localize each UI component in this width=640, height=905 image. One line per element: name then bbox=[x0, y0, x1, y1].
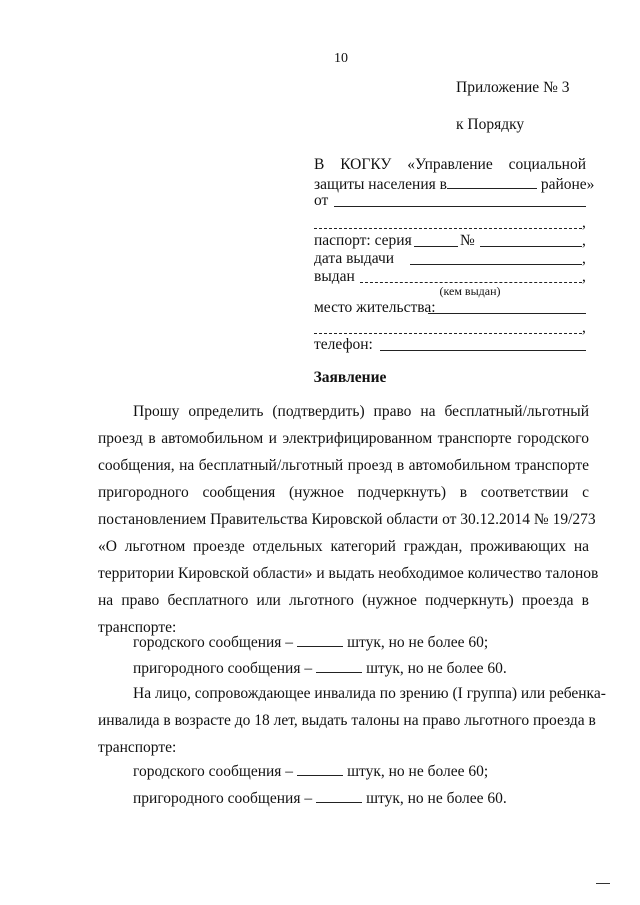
ticket-count-field[interactable] bbox=[297, 762, 343, 776]
addressee-line bbox=[314, 156, 586, 174]
ticket-item-suburban bbox=[133, 659, 507, 678]
passport-series-label: паспорт: серия bbox=[314, 232, 412, 249]
passport-line: паспорт: серия № , bbox=[314, 232, 586, 249]
addressee-org: КОГКУ «Управление социальной bbox=[340, 156, 586, 173]
ticket-count-field[interactable] bbox=[316, 659, 362, 673]
issued-by-field[interactable] bbox=[360, 268, 582, 283]
addressee-org-part-b: районе» bbox=[540, 176, 595, 193]
ticket-item-suffix: штук, но не более 60. bbox=[366, 660, 507, 677]
paragraph-line: На лицо, сопровождающее инвалида по зрению (I группа) или ребенка- bbox=[133, 685, 606, 702]
from-line bbox=[314, 192, 586, 210]
passport-number-label: № bbox=[460, 232, 475, 249]
companion-ticket-item-city bbox=[133, 762, 488, 781]
ticket-item-suffix: штук, но не более 60. bbox=[366, 790, 507, 807]
issue-date-field[interactable] bbox=[410, 250, 582, 265]
ticket-item-label: пригородного сообщения – bbox=[133, 790, 313, 807]
applicant-name-field-2[interactable] bbox=[314, 214, 582, 229]
paragraph-line: транспорте: bbox=[98, 739, 177, 756]
paragraph-line: сообщения, на бесплатный/льготный проезд в автомобильном транспорте bbox=[98, 457, 589, 474]
issue-date-line: дата выдачи , bbox=[314, 250, 586, 267]
ticket-item-label: пригородного сообщения – bbox=[133, 660, 313, 677]
issued-by-label: выдан bbox=[314, 268, 355, 285]
order-reference: к Порядку bbox=[456, 116, 525, 133]
ticket-item-label: городского сообщения – bbox=[133, 763, 294, 780]
ticket-item-suffix: штук, но не более 60; bbox=[347, 634, 489, 651]
residence-line bbox=[314, 299, 586, 317]
ticket-count-field[interactable] bbox=[316, 789, 362, 803]
residence-line-2: , bbox=[314, 319, 586, 337]
ticket-item-city bbox=[133, 633, 488, 652]
paragraph-line: «О льготном проезде отдельных категорий граждан, проживающих на bbox=[98, 538, 589, 555]
paragraph-line: инвалида в возрасте до 18 лет, выдать талоны на право льготного проезда в bbox=[98, 712, 596, 729]
companion-ticket-item-suburban bbox=[133, 789, 507, 808]
issued-by-line: выдан , bbox=[314, 268, 586, 285]
address-block bbox=[314, 156, 595, 356]
addressee-prefix: В bbox=[314, 156, 325, 173]
addressee-org-part-a: защиты населения в bbox=[314, 176, 447, 193]
paragraph-line: пригородного сообщения (нужное подчеркнуть) в соответствии с bbox=[98, 484, 589, 501]
ticket-item-suffix: штук, но не более 60; bbox=[347, 763, 489, 780]
corner-mark bbox=[596, 883, 610, 884]
phone-field[interactable] bbox=[380, 336, 586, 351]
from-label: от bbox=[314, 192, 329, 209]
from-line-2: , bbox=[314, 214, 586, 232]
statement-paragraph-1 bbox=[98, 398, 599, 641]
paragraph-line: Прошу определить (подтвердить) право на бесплатный/льготный bbox=[133, 403, 589, 420]
paragraph-line: проезд в автомобильном и электрифицированном транспорте городского bbox=[98, 430, 589, 447]
residence-field-2[interactable] bbox=[314, 319, 582, 334]
applicant-name-field[interactable] bbox=[334, 192, 586, 207]
page-number: 10 bbox=[334, 51, 348, 66]
paragraph-line: постановлением Правительства Кировской области от 30.12.2014 № 19/273 bbox=[98, 511, 596, 528]
residence-field[interactable] bbox=[428, 299, 586, 314]
appendix-label: Приложение № 3 bbox=[456, 79, 570, 96]
statement-paragraph-2 bbox=[98, 680, 606, 761]
issue-date-label: дата выдачи bbox=[314, 250, 395, 267]
statement-title: Заявление bbox=[313, 369, 387, 386]
issued-by-hint: (кем выдан) bbox=[439, 284, 501, 298]
paragraph-line: на право бесплатного или льготного (нужное подчеркнуть) проезда в bbox=[98, 592, 589, 609]
district-field[interactable] bbox=[447, 174, 537, 189]
phone-line bbox=[314, 336, 586, 354]
passport-series-field[interactable] bbox=[414, 232, 458, 247]
ticket-item-label: городского сообщения – bbox=[133, 634, 294, 651]
addressee-line-2 bbox=[314, 174, 595, 193]
passport-number-field[interactable] bbox=[480, 232, 582, 247]
ticket-count-field[interactable] bbox=[297, 633, 343, 647]
paragraph-line: территории Кировской области» и выдать необходимое количество талонов bbox=[98, 565, 599, 582]
paragraph-line: транспорте: bbox=[98, 619, 177, 636]
residence-label: место жительства: bbox=[314, 299, 436, 316]
phone-label: телефон: bbox=[314, 336, 373, 353]
